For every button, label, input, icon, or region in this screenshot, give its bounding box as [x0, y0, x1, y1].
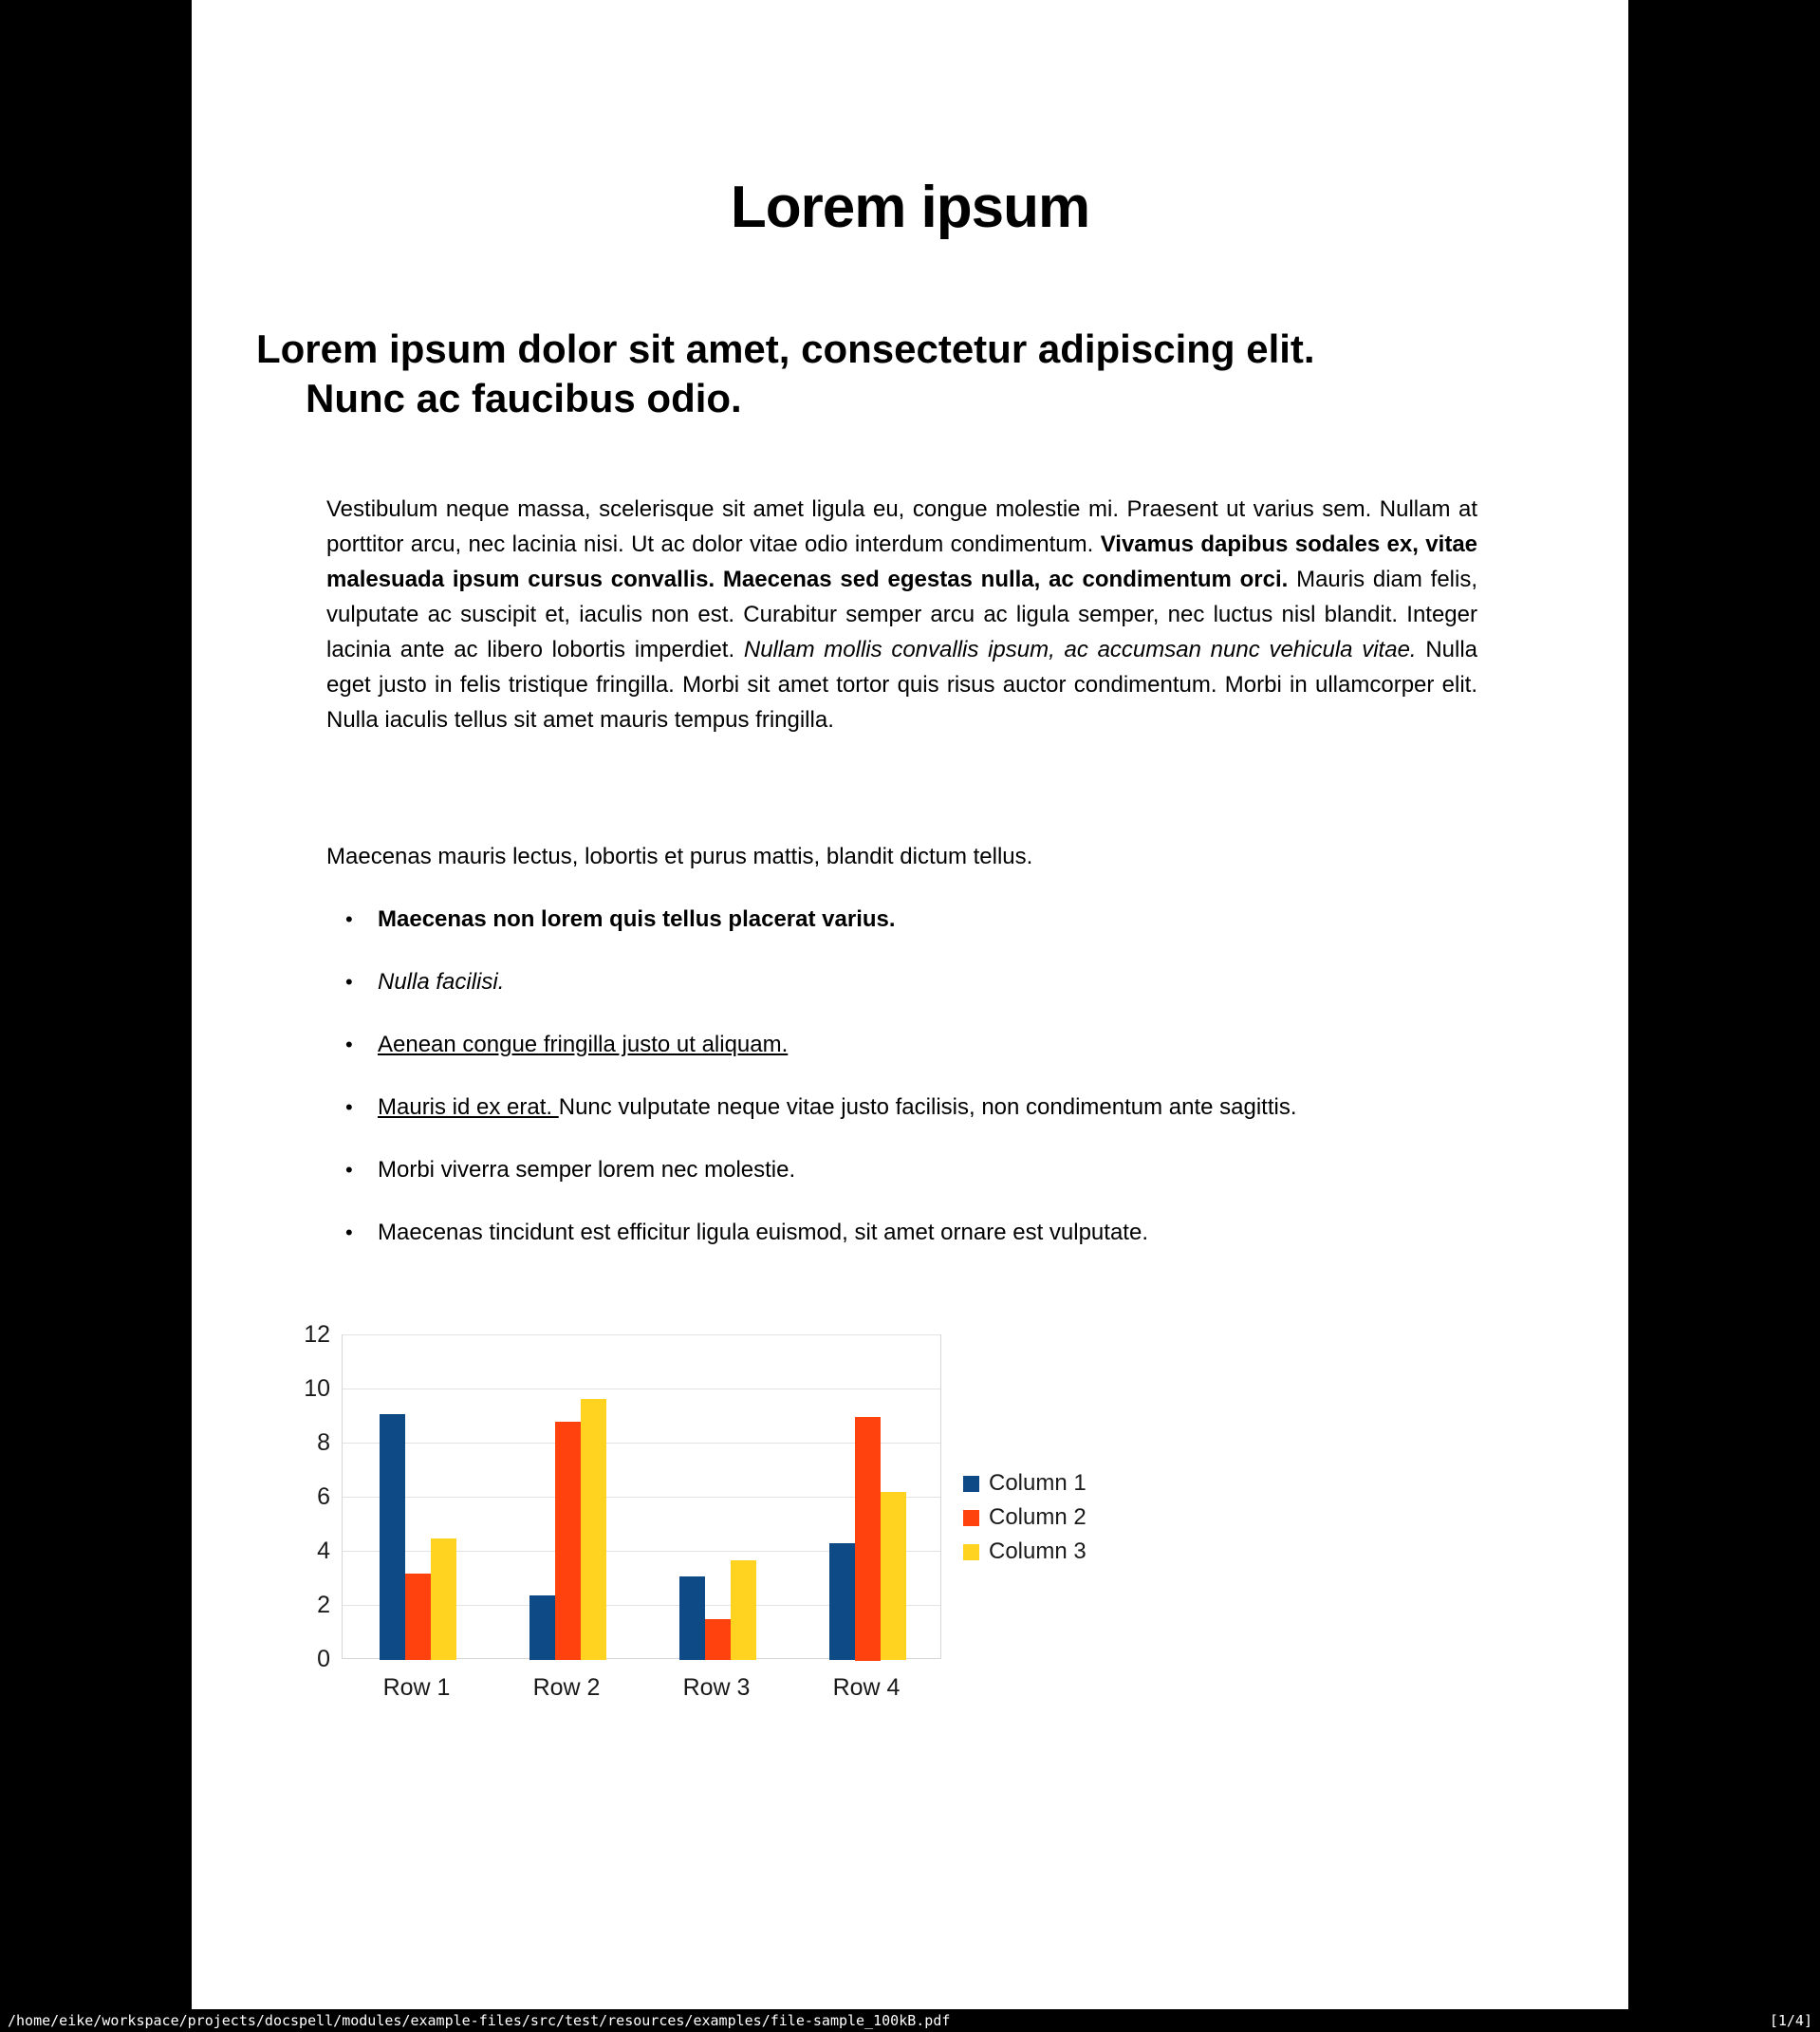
gridline-y-12 — [343, 1334, 940, 1335]
bullet-dot-icon: • — [345, 1221, 353, 1244]
legend-item-column2 — [963, 1505, 1086, 1530]
text-segment-underline: Aenean congue fringilla justo ut aliquam. — [378, 1032, 789, 1057]
bar-row1-column3 — [431, 1538, 456, 1660]
legend-label: Column 2 — [989, 1504, 1086, 1530]
bar-row3-column3 — [731, 1560, 756, 1660]
body-paragraph — [326, 492, 1477, 737]
bullet-dot-icon: • — [345, 1095, 353, 1119]
bullet-item — [345, 1090, 1477, 1125]
text-segment-bold: Maecenas non lorem quis tellus placerat varius. — [378, 906, 896, 932]
bar-chart — [192, 1319, 1628, 1727]
legend-swatch-icon — [963, 1510, 979, 1526]
intro-paragraph: Maecenas mauris lectus, lobortis et purus mattis, blandit dictum tellus. — [326, 844, 1033, 869]
text-segment-underline: Mauris id ex erat. — [378, 1094, 559, 1120]
y-axis-tick-label: 6 — [317, 1483, 330, 1510]
chart-plot-area — [342, 1334, 941, 1659]
bar-row2-column3 — [581, 1399, 606, 1660]
text-segment-normal: Nunc vulputate neque vitae justo facilisis, non condimentum ante sagittis. — [558, 1094, 1297, 1120]
bullet-list — [345, 902, 1477, 1277]
x-axis-label-row1: Row 1 — [382, 1674, 451, 1701]
statusbar-file-path: /home/eike/workspace/projects/docspell/modules/example-files/src/test/resources/examples/file-sample_100kB.pdf — [8, 2012, 951, 2029]
text-segment-bold: Vivamus dapibus sodales ex, vitae malesuada ipsum cursus convallis. Maecenas sed egestas nulla, ac condimentum orci. — [326, 531, 1478, 592]
statusbar — [0, 2009, 1820, 2032]
gridline-y-6 — [343, 1497, 940, 1498]
text-segment-normal: Mauris diam felis, vulputate ac suscipit et, iaculis non est. Curabitur semper arcu ac ligula semper, nec luctus nisl blandit. Integer lacinia ante ac libero lobortis imperdiet. — [326, 567, 1477, 662]
bullet-item — [345, 1027, 1477, 1062]
x-axis-label-row2: Row 2 — [532, 1674, 601, 1701]
legend-item-column3 — [963, 1539, 1086, 1564]
bar-row3-column1 — [679, 1576, 705, 1660]
bullet-item — [345, 902, 1477, 937]
bar-row1-column2 — [405, 1574, 431, 1660]
bullet-item — [345, 1152, 1477, 1187]
bullet-text — [378, 906, 896, 932]
y-axis-tick-label: 0 — [317, 1646, 330, 1672]
bullet-text — [378, 1032, 788, 1057]
document-heading — [256, 325, 1514, 423]
bullet-text — [378, 1157, 795, 1183]
bullet-dot-icon: • — [345, 1158, 353, 1182]
statusbar-page-indicator: [1/4] — [1769, 2012, 1812, 2029]
bullet-dot-icon: • — [345, 907, 353, 931]
bar-row2-column2 — [555, 1422, 581, 1660]
y-axis-tick-label: 2 — [317, 1592, 330, 1618]
bullet-dot-icon: • — [345, 970, 353, 994]
legend-label: Column 1 — [989, 1470, 1086, 1496]
y-axis-tick-label: 4 — [317, 1538, 330, 1564]
bar-row2-column1 — [529, 1595, 555, 1660]
bullet-dot-icon: • — [345, 1033, 353, 1056]
gridline-y-8 — [343, 1443, 940, 1444]
y-axis-tick-label: 10 — [304, 1375, 330, 1402]
legend-swatch-icon — [963, 1476, 979, 1492]
document-title: Lorem ipsum — [730, 175, 1090, 240]
heading-line-2: Nunc ac faucibus odio. — [306, 376, 742, 420]
bullet-item — [345, 964, 1477, 999]
bar-row1-column1 — [380, 1414, 405, 1660]
bullet-text — [378, 1094, 1297, 1120]
heading-line-1: Lorem ipsum dolor sit amet, consectetur adipiscing elit. — [256, 326, 1315, 371]
y-axis-tick-label: 12 — [304, 1321, 330, 1348]
bullet-text — [378, 969, 504, 995]
text-segment-normal: Vestibulum neque massa, scelerisque sit amet ligula eu, congue molestie mi. Praesent ut varius sem. Nullam at porttitor arcu, nec lacinia nisi. Ut ac dolor vitae odio interdum condimentum. — [326, 496, 1477, 557]
bar-row4-column3 — [881, 1492, 906, 1660]
bar-row4-column2 — [855, 1417, 881, 1661]
text-segment-italic: Nullam mollis convallis ipsum, ac accumsan nunc vehicula vitae. — [743, 637, 1426, 662]
legend-item-column1 — [963, 1471, 1086, 1496]
text-segment-normal: Maecenas tincidunt est efficitur ligula euismod, sit amet ornare est vulputate. — [378, 1220, 1148, 1245]
text-segment-normal: Nulla eget justo in felis tristique fringilla. Morbi sit amet tortor quis risus auctor condimentum. Morbi in ullamcorper elit. Nulla iaculis tellus sit amet mauris tempus fringilla. — [326, 637, 1478, 733]
pdf-page — [192, 0, 1628, 2009]
text-segment-italic: Nulla facilisi. — [378, 969, 505, 995]
legend-swatch-icon — [963, 1544, 979, 1560]
bar-row4-column1 — [829, 1543, 855, 1660]
bullet-text — [378, 1220, 1148, 1245]
x-axis-label-row3: Row 3 — [682, 1674, 751, 1701]
legend-label: Column 3 — [989, 1538, 1086, 1564]
x-axis-label-row4: Row 4 — [832, 1674, 901, 1701]
y-axis-tick-label: 8 — [317, 1429, 330, 1456]
bar-row3-column2 — [705, 1619, 731, 1660]
text-segment-normal: Morbi viverra semper lorem nec molestie. — [378, 1157, 796, 1183]
bullet-item — [345, 1215, 1477, 1250]
